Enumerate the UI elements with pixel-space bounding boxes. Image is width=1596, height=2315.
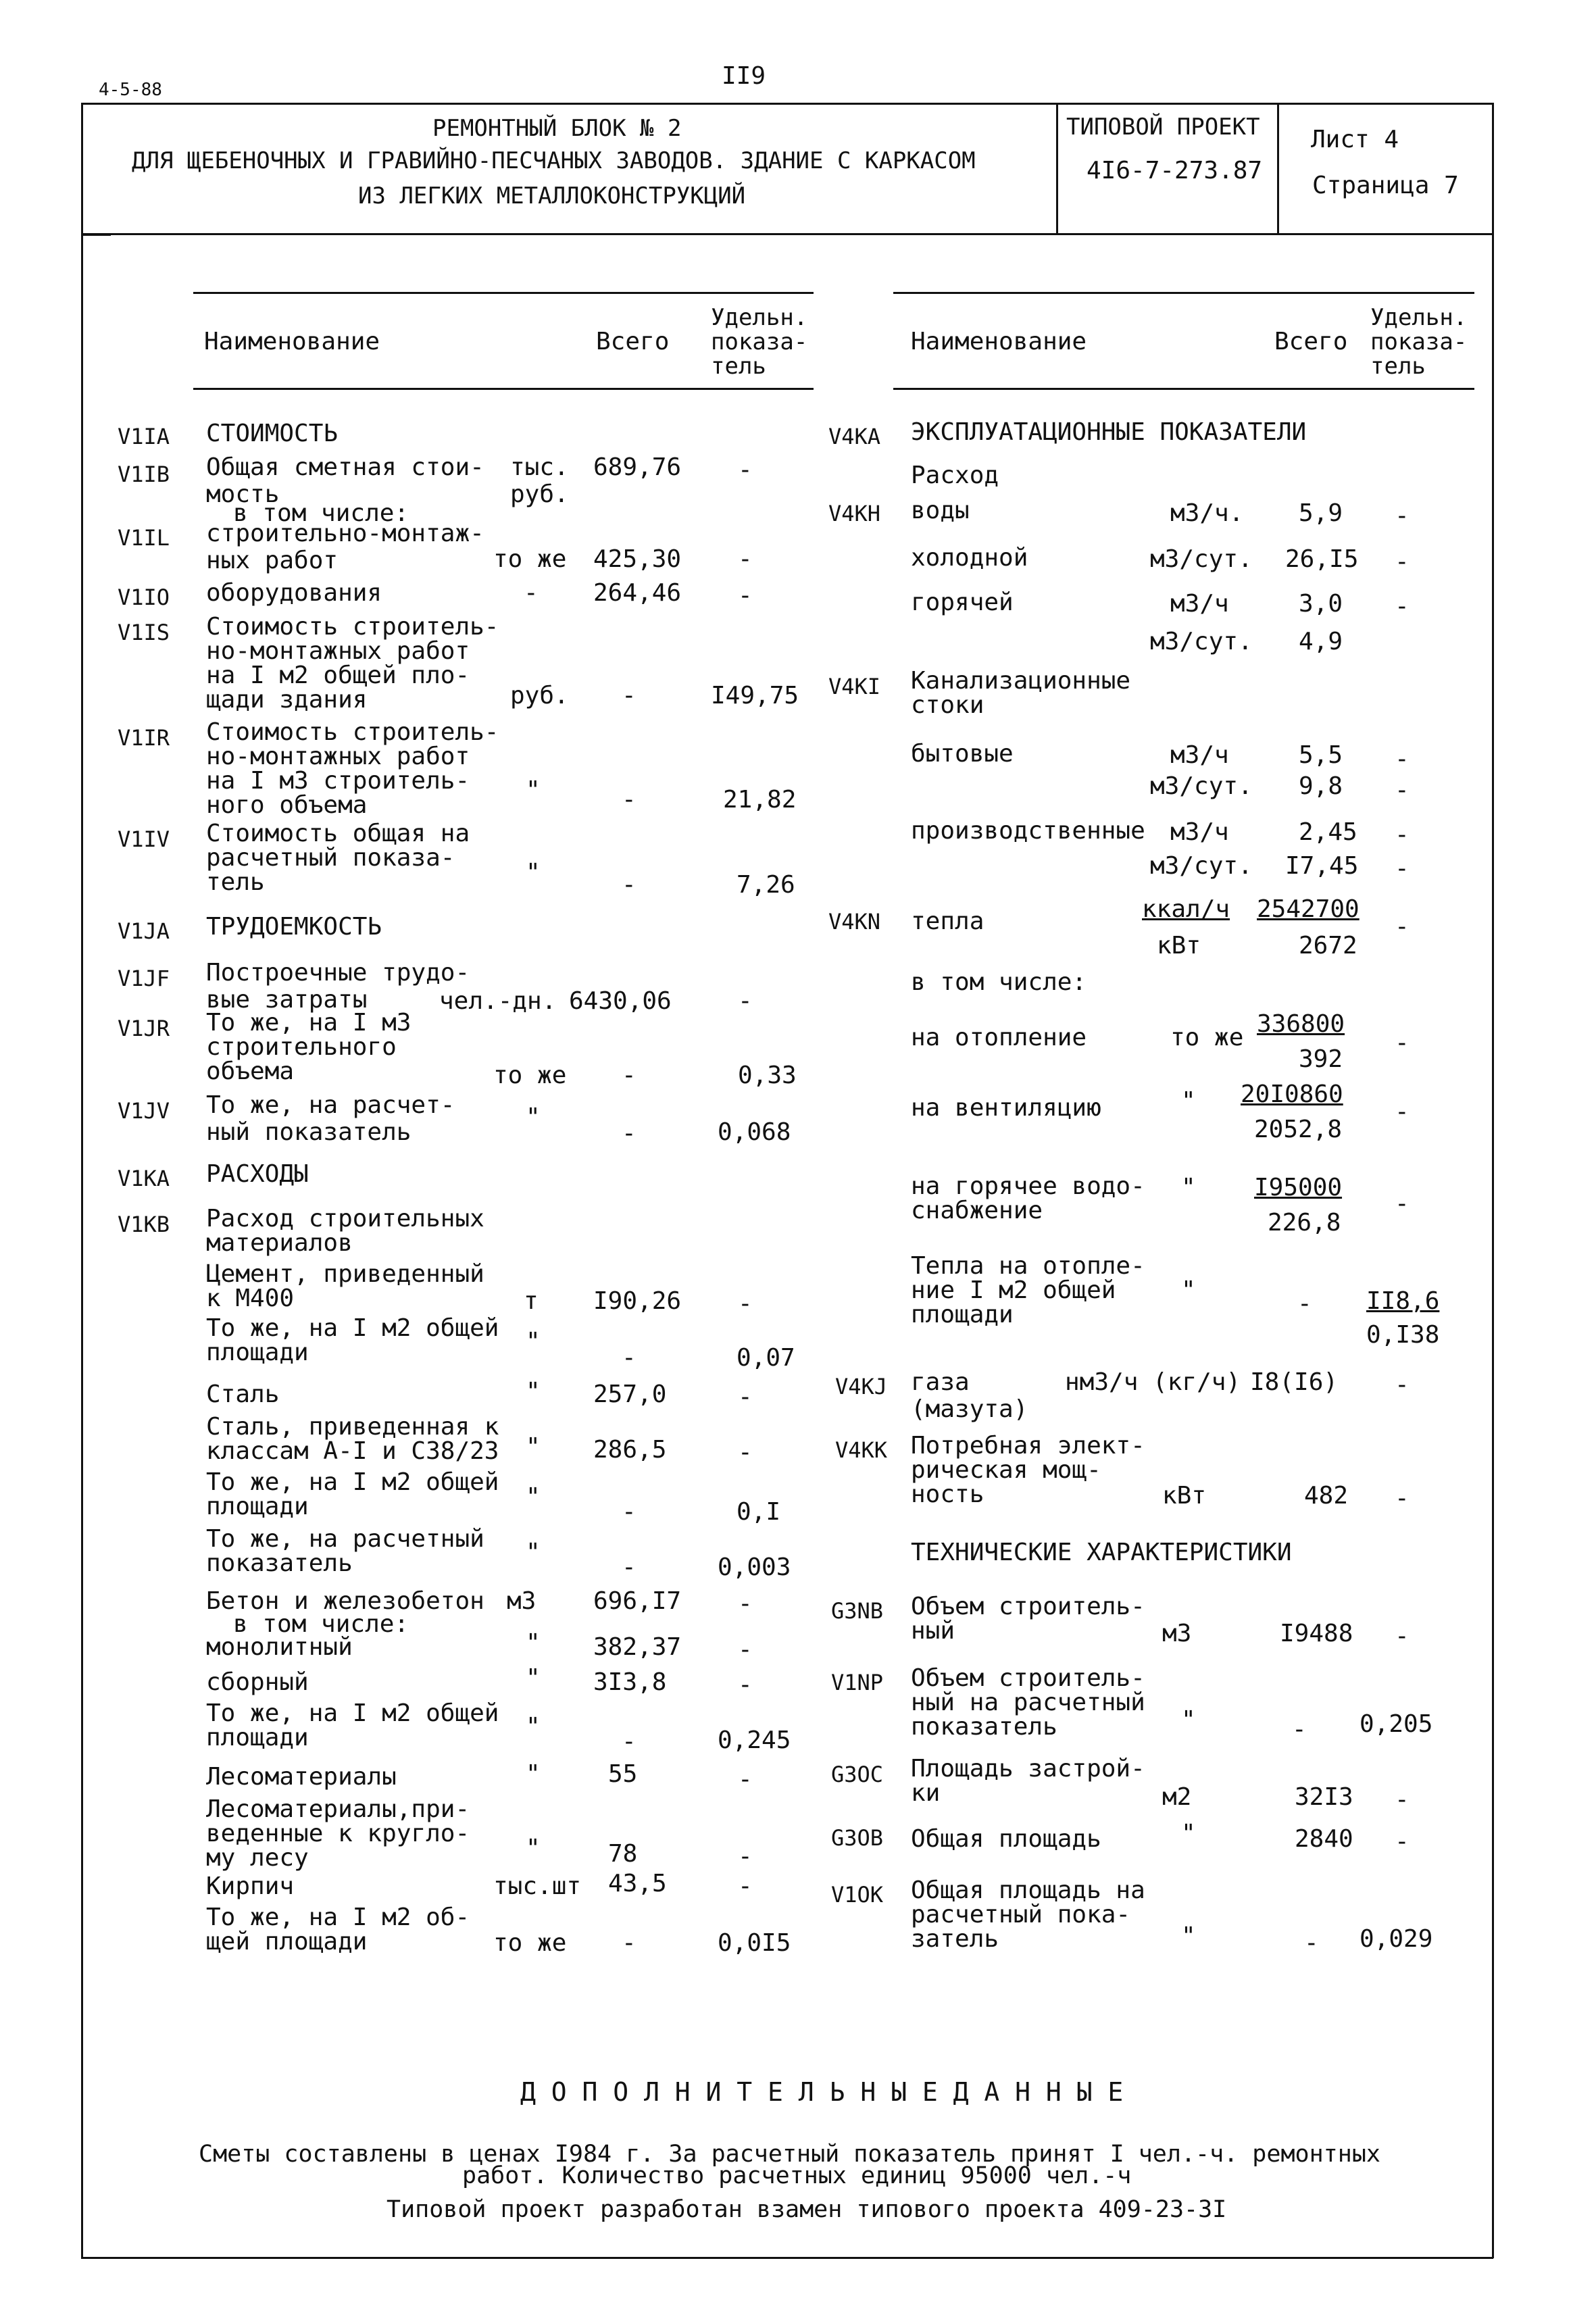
row-name: в том числе: [233, 1610, 409, 1638]
row-name: оборудования [206, 579, 382, 607]
row-code: V1JF [118, 966, 170, 991]
row-spec: 0,I [737, 1498, 781, 1526]
row-total: 5,9 [1299, 499, 1343, 527]
row-name: Тепла на отопле- ние I м2 общей площади [911, 1252, 1145, 1328]
row-total-secondary: 226,8 [1268, 1209, 1341, 1237]
row-unit: м3/ч. [1170, 499, 1244, 527]
row-unit: " [526, 1103, 541, 1131]
row-code: V1KB [118, 1212, 170, 1237]
project-number: 4I6-7-273.87 [1087, 157, 1263, 184]
row-spec: - [738, 456, 753, 484]
row-total: I9488 [1280, 1620, 1353, 1647]
row-total: - [622, 1553, 637, 1581]
row-spec: 0,33 [738, 1062, 797, 1089]
row-code: V1NP [831, 1670, 884, 1695]
row-code: V1IB [118, 462, 170, 487]
row-unit: тыс.шт [493, 1872, 582, 1900]
row-total: 6430,06 [569, 987, 672, 1015]
row-total: 2542700 [1257, 895, 1360, 923]
row-unit: м3/сут. [1150, 628, 1253, 655]
row-name: Общая сметная стои- мость [206, 453, 484, 508]
row-code: V1IA [118, 424, 170, 449]
row-total: 20I0860 [1241, 1080, 1343, 1108]
row-name: Площадь застрой- ки [911, 1755, 1145, 1807]
left-table-header-rule [193, 388, 814, 390]
row-code: G3NB [831, 1598, 884, 1624]
row-name: в том числе: [233, 499, 409, 527]
row-spec: - [738, 1872, 753, 1900]
row-unit: " [526, 1483, 541, 1511]
row-total: I90,26 [593, 1287, 682, 1315]
row-name: То же, на расчетный показатель [206, 1525, 484, 1577]
row-total: 2840 [1295, 1825, 1353, 1853]
row-total: 425,30 [593, 545, 682, 573]
row-spec: - [1395, 548, 1410, 576]
row-spec: - [738, 1383, 753, 1411]
row-spec: - [1395, 913, 1410, 941]
right-header-specific: Удельн. показа- тель [1370, 304, 1468, 380]
additional-note-line-2: работ. Количество расчетных единиц 95000 чел.-ч [462, 2162, 1132, 2189]
row-unit: кВт [1162, 1482, 1207, 1510]
row-name: производственные [911, 817, 1145, 845]
right-table-header-rule [893, 388, 1474, 390]
row-spec: 0,205 [1360, 1710, 1433, 1738]
row-total: 257,0 [593, 1380, 667, 1408]
row-spec: 0,003 [718, 1553, 791, 1581]
page-number: II9 [722, 62, 766, 90]
row-name: Объем строитель- ный на расчетный показатель [911, 1664, 1145, 1741]
row-name: газа (мазута) [911, 1368, 1028, 1423]
row-name: Сталь [206, 1380, 280, 1408]
row-total: 264,46 [593, 579, 682, 607]
row-spec: - [1395, 745, 1410, 773]
right-header-name: Наименование [911, 328, 1087, 355]
row-name: Общая площадь [911, 1825, 1101, 1853]
row-unit: руб. [510, 682, 569, 710]
row-spec: - [1395, 1485, 1410, 1512]
row-name: бытовые [911, 740, 1014, 768]
row-name: Сталь, приведенная к классам А-I и С38/23 [206, 1413, 499, 1465]
row-total: - [622, 1344, 637, 1372]
row-total: 9,8 [1299, 772, 1343, 800]
row-total: - [622, 1120, 637, 1147]
row-unit: ккал/ч [1142, 895, 1230, 923]
row-spec: - [738, 582, 753, 609]
row-name: То же, на I м2 об- щей площади [206, 1903, 470, 1956]
row-total: 286,5 [593, 1436, 667, 1464]
row-unit: " [1181, 1922, 1196, 1950]
row-spec: - [738, 1590, 753, 1618]
row-spec: - [1395, 502, 1410, 530]
row-spec: - [1395, 821, 1410, 849]
row-total: 5,5 [1299, 741, 1343, 769]
row-total: 32I3 [1295, 1783, 1353, 1811]
row-unit: м3/ч [1170, 590, 1229, 618]
section-heading: ТРУДОЕМКОСТЬ [206, 913, 382, 941]
project-label: ТИПОВОЙ ПРОЕКТ [1066, 114, 1260, 141]
row-unit: " [1181, 1087, 1196, 1115]
row-name: тепла [911, 907, 984, 935]
left-header-name: Наименование [204, 328, 380, 355]
row-spec: - [738, 1636, 753, 1664]
row-total: 3,0 [1299, 590, 1343, 618]
row-spec: - [1395, 776, 1410, 804]
row-total: 336800 [1257, 1010, 1345, 1038]
row-name: Стоимость общая на расчетный показа- тель [206, 820, 470, 896]
row-unit: т [524, 1287, 539, 1315]
row-unit: м3/сут. [1150, 852, 1253, 880]
row-unit: " [526, 1539, 541, 1566]
row-spec: - [1395, 1098, 1410, 1126]
row-total: - [622, 1929, 637, 1957]
row-spec: - [738, 987, 753, 1015]
row-unit: м3/ч [1170, 741, 1229, 769]
row-total: - [1297, 1290, 1312, 1318]
row-code: V4KA [828, 424, 881, 449]
row-name: Потребная элект- рическая мощ- ность [911, 1432, 1145, 1508]
row-name: монолитный [206, 1633, 353, 1661]
title-line-3: ИЗ ЛЕГКИХ МЕТАЛЛОКОНСТРУКЦИЙ [358, 182, 746, 209]
row-code: V1OK [831, 1882, 884, 1908]
row-spec: - [738, 1843, 753, 1870]
section-heading: ТЕХНИЧЕСКИЕ ХАРАКТЕРИСТИКИ [911, 1539, 1292, 1566]
row-name: Канализационные стоки [911, 667, 1131, 719]
row-name: на отопление [911, 1024, 1087, 1051]
row-total: - [622, 871, 637, 899]
row-unit: то же [493, 1929, 567, 1957]
row-name: Стоимость строитель- но-монтажных работ на I м3 строитель- ного объема [206, 718, 499, 819]
row-total: - [1292, 1716, 1307, 1743]
row-spec: 0,07 [737, 1344, 795, 1372]
row-code: V1IR [118, 725, 170, 751]
additional-note-line-1: Сметы составлены в ценах I984 г. За расчетный показатель принят I чел.-ч. ремонтных [199, 2141, 1380, 2168]
row-code: G3OC [831, 1762, 884, 1787]
row-spec: - [738, 1439, 753, 1466]
row-spec: - [738, 1766, 753, 1793]
row-total: 696,I7 [593, 1587, 682, 1615]
row-unit: " [526, 1328, 541, 1355]
row-unit: " [526, 1713, 541, 1741]
row-name: Расход строительных материалов [206, 1205, 484, 1257]
row-name: Кирпич [206, 1872, 295, 1900]
row-total: I7,45 [1285, 852, 1359, 880]
row-unit: " [1181, 1706, 1196, 1734]
row-name: Общая площадь на расчетный пока- затель [911, 1876, 1145, 1953]
right-header-total: Всего [1274, 328, 1348, 355]
row-spec: - [1395, 1371, 1410, 1399]
row-code: V1JA [118, 918, 170, 944]
row-total-secondary: 2052,8 [1254, 1116, 1343, 1143]
row-spec: - [1395, 1029, 1410, 1057]
row-name: горячей [911, 589, 1014, 616]
row-spec: 21,82 [723, 786, 797, 814]
row-name: холодной [911, 544, 1028, 572]
section-heading: ЭКСПЛУАТАЦИОННЫЕ ПОКАЗАТЕЛИ [911, 418, 1307, 446]
row-unit: " [1181, 1820, 1196, 1847]
row-spec-secondary: 0,I38 [1366, 1321, 1440, 1349]
row-spec: 0,068 [718, 1118, 791, 1146]
row-name: Построечные трудо- вые затраты [206, 959, 470, 1014]
row-name: Лесоматериалы [206, 1763, 397, 1791]
row-name: То же, на расчет- ный показатель [206, 1091, 455, 1146]
row-unit: " [526, 1378, 541, 1405]
row-total-secondary: 2672 [1299, 932, 1357, 960]
row-total: 482 [1304, 1482, 1349, 1510]
row-unit: " [526, 1629, 541, 1657]
row-spec: - [738, 1671, 753, 1699]
section-heading: СТОИМОСТЬ [206, 420, 339, 447]
row-unit: м3 [1162, 1620, 1192, 1647]
title-line-1: РЕМОНТНЫЙ БЛОК № 2 [432, 115, 682, 142]
row-unit: нм3/ч (кг/ч) [1065, 1368, 1241, 1396]
row-unit-secondary: кВт [1157, 932, 1201, 960]
row-spec: 0,029 [1360, 1925, 1433, 1953]
row-total: 55 [608, 1760, 638, 1788]
row-total-secondary: 392 [1299, 1045, 1343, 1073]
row-spec: - [1395, 1190, 1410, 1218]
row-spec: 0,0I5 [718, 1929, 791, 1957]
row-total: 78 [608, 1840, 638, 1868]
row-total: - [622, 1728, 637, 1756]
row-code: V1IL [118, 525, 170, 551]
row-spec: - [738, 1290, 753, 1318]
row-spec: - [1395, 593, 1410, 620]
row-unit: " [526, 776, 541, 804]
row-code: V1JR [118, 1016, 170, 1041]
row-unit: м3/сут. [1150, 772, 1253, 800]
row-unit: м3 [507, 1587, 537, 1615]
row-total: 26,I5 [1285, 545, 1359, 573]
left-header-specific: Удельн. показа- тель [711, 304, 808, 380]
row-spec: - [1395, 855, 1410, 882]
row-total: - [622, 1062, 637, 1089]
row-total: I95000 [1254, 1174, 1343, 1201]
row-total: - [1304, 1929, 1319, 1957]
row-spec: 7,26 [737, 871, 795, 899]
row-total: 2,45 [1299, 818, 1357, 846]
row-name: Лесоматериалы,при- веденные к кругло- му лесу [206, 1795, 470, 1872]
row-code: V1KA [118, 1166, 170, 1191]
row-total: - [622, 1498, 637, 1526]
row-name: Объем строитель- ный [911, 1593, 1145, 1645]
row-total: 689,76 [593, 453, 682, 481]
row-name: на горячее водо- снабжение [911, 1172, 1145, 1224]
section-heading: РАСХОДЫ [206, 1160, 309, 1188]
row-unit: чел.-дн. [439, 987, 557, 1015]
sheet-label: Лист 4 [1311, 126, 1399, 153]
row-name: То же, на I м2 общей площади [206, 1314, 499, 1366]
left-header-total: Всего [596, 328, 670, 355]
right-table-top-rule [893, 292, 1474, 294]
row-name: сборный [206, 1668, 309, 1696]
row-name: строительно-монтаж- ных работ [206, 520, 484, 574]
row-unit: м3/сут. [1150, 545, 1253, 573]
row-code: V1IO [118, 584, 170, 610]
row-code: G3OB [831, 1825, 884, 1851]
row-total: 4,9 [1299, 628, 1343, 655]
row-code: V4KN [828, 909, 881, 935]
row-code: V4KK [835, 1437, 888, 1463]
row-spec: - [1395, 1622, 1410, 1650]
row-unit: " [526, 859, 541, 887]
row-name: в том числе: [911, 968, 1087, 996]
row-unit: тыс. руб. [510, 453, 569, 508]
row-unit: м2 [1162, 1783, 1192, 1811]
date-stamp: 4-5-88 [99, 80, 162, 100]
row-name: Стоимость строитель- но-монтажных работ на I м2 общей пло- щади здания [206, 613, 499, 714]
row-spec: - [1395, 1786, 1410, 1814]
row-spec: - [1395, 1828, 1410, 1856]
additional-data-heading: Д О П О Л Н И Т Е Л Ь Н Ы Е Д А Н Н Ы Е [520, 2077, 1124, 2107]
page-label: Страница 7 [1312, 172, 1459, 199]
row-unit: " [526, 1664, 541, 1692]
row-unit: то же [493, 1062, 567, 1089]
row-name: Цемент, приведенный к М400 [206, 1260, 484, 1312]
row-unit: то же [1170, 1024, 1244, 1051]
row-unit: то же [493, 545, 567, 573]
row-name: То же, на I м2 общей площади [206, 1468, 499, 1520]
row-spec: II8,6 [1366, 1287, 1440, 1315]
row-spec: 0,245 [718, 1726, 791, 1754]
row-name: Бетон и железобетон [206, 1587, 484, 1615]
row-unit: " [526, 1433, 541, 1461]
row-spec: I49,75 [711, 682, 799, 710]
row-total: 43,5 [608, 1870, 667, 1897]
row-code: V1JV [118, 1098, 170, 1124]
row-unit: м3/ч [1170, 818, 1229, 846]
row-code: V4KJ [835, 1374, 888, 1399]
row-total: I8(I6) [1250, 1368, 1339, 1396]
title-line-2: ДЛЯ ЩЕБЕНОЧНЫХ И ГРАВИЙНО-ПЕСЧАНЫХ ЗАВОДОВ. ЗДАНИЕ С КАРКАСОМ [132, 147, 976, 174]
row-unit: " [526, 1835, 541, 1862]
row-name: То же, на I м3 строительного объема [206, 1009, 412, 1085]
row-total: 3I3,8 [593, 1668, 667, 1696]
row-total: - [622, 786, 637, 814]
row-code: V1IV [118, 826, 170, 852]
row-name: воды [911, 497, 970, 524]
row-name: на вентиляцию [911, 1094, 1101, 1122]
row-code: V1IS [118, 620, 170, 645]
row-code: V4KH [828, 501, 881, 526]
additional-note-line-3: Типовой проект разработан взамен типового проекта 409-23-3I [386, 2196, 1227, 2223]
row-name: Расход [911, 462, 999, 489]
row-unit: " [1181, 1276, 1196, 1304]
row-total: 382,37 [593, 1633, 682, 1661]
row-name: То же, на I м2 общей площади [206, 1699, 499, 1751]
row-unit: " [1181, 1174, 1196, 1201]
row-unit: " [526, 1760, 541, 1788]
row-code: V4KI [828, 674, 881, 699]
left-table-top-rule [193, 292, 814, 294]
row-total: - [622, 682, 637, 710]
row-unit: - [524, 579, 539, 607]
row-spec: - [738, 545, 753, 573]
